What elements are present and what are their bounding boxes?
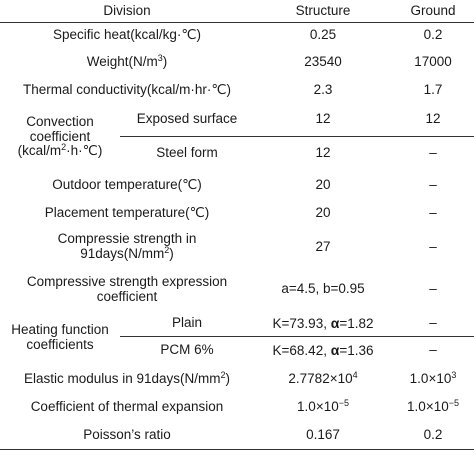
row-specific-heat (0, 23, 474, 49)
value-poisson-ground: 0.2 (392, 422, 474, 450)
value-outdoor-ground: – (429, 176, 437, 192)
label-poisson: Poisson’s ratio (0, 422, 254, 450)
label-convection-coefficient: Convection coefficient $(kcal/m^2\cdot h\cdot℃)$ (17, 113, 103, 159)
label-placement-temperature: Placement temperature(℃) (44, 204, 210, 220)
label-plain: Plain (120, 312, 254, 337)
label-exposed-surface: Exposed surface (120, 104, 254, 137)
value-elastic-ground: $1.0\times 10^3$ (409, 369, 457, 386)
value-compressive-ground: – (429, 238, 437, 254)
row-elastic-modulus (0, 365, 474, 394)
label-weight: $Weight(N/m^3)$ (86, 53, 168, 70)
value-outdoor-structure: 20 (315, 176, 331, 192)
row-placement-temperature (0, 200, 474, 227)
value-weight-ground: 17000 (414, 54, 452, 70)
label-compressive-expression: Compressive strength expression coefficient (26, 273, 228, 304)
row-thermal-conductivity (0, 77, 474, 104)
row-compressive-expression (0, 268, 474, 312)
label-heating-function: Heating function coefficients (11, 322, 109, 352)
row-outdoor-temperature (0, 171, 474, 200)
row-heating-plain (0, 312, 474, 337)
value-elastic-structure: $2.7782\times 10^4$ (288, 369, 358, 386)
value-exposed-structure: 12 (254, 104, 392, 137)
value-thermal-conductivity-structure: 2.3 (313, 81, 333, 97)
value-expansion-ground: $1.0\times 10^{-5}$ (407, 398, 459, 415)
row-convection-exposed (0, 104, 474, 137)
label-elastic-modulus: Elastic modulus in $91days(N/mm^2)$ (23, 369, 231, 386)
row-compressive-strength (0, 227, 474, 268)
value-expression-ground: – (429, 281, 437, 297)
value-specific-heat-ground: 0.2 (423, 27, 443, 43)
value-exposed-ground: 12 (392, 104, 474, 137)
label-compressive-strength: Compressie strength in $91days(N/mm^2)$ (57, 231, 197, 261)
header-row (0, 0, 474, 23)
value-pcm-ground: – (429, 342, 437, 358)
label-thermal-conductivity: Thermal conductivity(kcal/m·hr·℃) (23, 81, 231, 97)
value-placement-ground: – (429, 204, 437, 220)
value-compressive-structure: 27 (315, 238, 331, 254)
value-expression-structure: a=4.5, b=0.95 (281, 281, 365, 297)
label-specific-heat: Specific heat(kcal/kg·℃) (53, 27, 201, 43)
value-thermal-conductivity-ground: 1.7 (423, 81, 443, 97)
label-pcm: PCM 6% (160, 342, 214, 358)
alpha-symbol: α (330, 314, 340, 331)
alpha-symbol: α (330, 341, 340, 358)
value-expansion-structure: $1.0\times 10^{-5}$ (297, 398, 349, 415)
value-placement-structure: 20 (315, 204, 331, 220)
label-outdoor-temperature: Outdoor temperature(℃) (52, 176, 202, 192)
value-weight-structure: 23540 (304, 54, 342, 70)
value-pcm-structure: K=68.42, α=1.36 (272, 341, 374, 358)
value-plain-ground: – (392, 312, 474, 337)
row-poisson (0, 422, 474, 450)
value-poisson-structure: 0.167 (254, 422, 392, 450)
value-plain-structure: K=73.93, α=1.82 (254, 312, 392, 337)
value-steel-structure: 12 (315, 145, 331, 161)
header-structure: Structure (254, 0, 392, 23)
label-thermal-expansion: Coefficient of thermal expansion (30, 399, 224, 415)
value-specific-heat-structure: 0.25 (309, 27, 337, 43)
header-ground: Ground (392, 0, 474, 23)
header-division: Division (0, 0, 254, 23)
value-steel-ground: – (429, 145, 437, 161)
row-thermal-expansion (0, 394, 474, 422)
label-steel-form: Steel form (156, 145, 218, 161)
row-weight (0, 49, 474, 77)
